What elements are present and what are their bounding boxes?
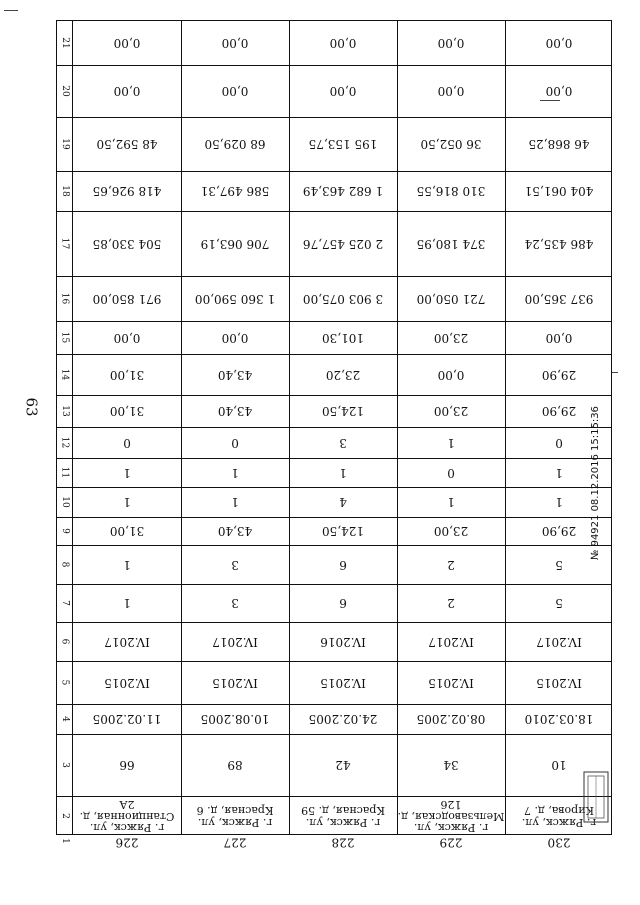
column-number: 1 bbox=[60, 838, 70, 844]
table-cell: 36 052,50 bbox=[420, 137, 482, 152]
table-cell: 404 061,51 bbox=[524, 184, 594, 199]
table-cell: 310 816,55 bbox=[416, 184, 486, 199]
column-number: 9 bbox=[60, 528, 70, 534]
table-cell: 229 bbox=[439, 835, 463, 850]
table-cell: IV.2017 bbox=[212, 634, 258, 649]
table-cell: 4 bbox=[339, 495, 347, 510]
table-cell: 1 bbox=[231, 465, 239, 480]
table-cell: 0,00 bbox=[437, 367, 465, 382]
table-cell: 124,50 bbox=[322, 524, 364, 539]
table-cell: 0,00 bbox=[221, 36, 249, 51]
table-cell: 23,20 bbox=[325, 367, 361, 382]
table-cell: IV.2015 bbox=[104, 675, 150, 690]
table-cell: 34 bbox=[443, 758, 459, 773]
column-number: 2 bbox=[60, 813, 70, 819]
table-cell: 10.08.2005 bbox=[200, 712, 270, 727]
table-cell: 1 bbox=[447, 495, 455, 510]
table-cell: 43,40 bbox=[217, 524, 253, 539]
table-cell: 5 bbox=[555, 596, 563, 611]
table-cell: 0,00 bbox=[545, 36, 573, 51]
table-cell: 29,90 bbox=[541, 367, 577, 382]
table-cell: 31,00 bbox=[109, 367, 145, 382]
column-number: 21 bbox=[60, 37, 70, 49]
table-cell: 43,40 bbox=[217, 367, 253, 382]
table-cell: 1 bbox=[123, 495, 131, 510]
table-cell: 0 bbox=[231, 435, 239, 450]
scan-mark bbox=[4, 10, 18, 11]
table-cell: 0,00 bbox=[113, 36, 141, 51]
table-cell: 1 bbox=[555, 495, 563, 510]
table-cell: 227 bbox=[223, 835, 247, 850]
column-number: 13 bbox=[60, 405, 70, 417]
table-cell: 18.03.2010 bbox=[524, 712, 594, 727]
table-cell: 504 330,85 bbox=[92, 236, 162, 251]
table-cell: 0,00 bbox=[113, 84, 141, 99]
column-number: 7 bbox=[60, 600, 70, 606]
column-number: 18 bbox=[60, 185, 70, 197]
table-cell: 3 bbox=[231, 557, 239, 572]
column-number: 6 bbox=[60, 638, 70, 645]
column-number: 12 bbox=[60, 436, 70, 449]
table-cell: 230 bbox=[547, 835, 571, 850]
table-cell: 101,30 bbox=[322, 330, 364, 345]
table-cell: 0 bbox=[555, 435, 563, 450]
table-cell: 23,00 bbox=[433, 330, 469, 345]
table-cell: 11.02.2005 bbox=[92, 712, 162, 727]
table-cell: 228 bbox=[331, 835, 355, 850]
table-cell: 31,00 bbox=[109, 404, 145, 419]
table-cell: IV.2017 bbox=[428, 634, 474, 649]
column-number: 20 bbox=[60, 85, 70, 97]
table-cell: 0,00 bbox=[113, 330, 141, 345]
table-cell: IV.2015 bbox=[320, 675, 366, 690]
table-cell: 29,90 bbox=[541, 404, 577, 419]
column-number: 3 bbox=[60, 762, 70, 768]
table-cell: 3 bbox=[339, 435, 347, 450]
table-cell: 486 435,24 bbox=[524, 236, 594, 251]
column-number: 16 bbox=[60, 292, 70, 305]
table-cell: г. Ряжск, ул. Красная, д. 59 bbox=[301, 804, 385, 829]
table-cell: 89 bbox=[227, 758, 243, 773]
table-cell: IV.2015 bbox=[428, 675, 474, 690]
table-cell: г. Ряжск, ул. Красная, д. 6 bbox=[196, 804, 274, 829]
table-cell: 0,00 bbox=[545, 84, 573, 99]
column-number: 11 bbox=[60, 466, 70, 479]
table-cell: 23,00 bbox=[433, 524, 469, 539]
table-cell: 10 bbox=[551, 758, 567, 773]
column-number: 17 bbox=[60, 237, 70, 250]
column-number: 15 bbox=[60, 331, 70, 344]
table-cell: 0,00 bbox=[437, 36, 465, 51]
table-cell: 706 063,19 bbox=[200, 236, 270, 251]
table-cell: 24.02.2005 bbox=[308, 712, 378, 727]
table-cell: 43,40 bbox=[217, 404, 253, 419]
table-cell: г. Ряжск, ул. Кирова, д. 7 bbox=[521, 804, 597, 829]
table-cell: 2 bbox=[447, 557, 455, 572]
table-cell: 3 903 075,00 bbox=[302, 291, 384, 306]
table-cell: 195 153,75 bbox=[308, 137, 378, 152]
table-cell: 0,00 bbox=[545, 330, 573, 345]
table-cell: 1 bbox=[555, 465, 563, 480]
table-cell: IV.2015 bbox=[212, 675, 258, 690]
table-cell: 721 050,00 bbox=[416, 291, 486, 306]
table-cell: 0,00 bbox=[329, 84, 357, 99]
table-cell: 1 360 590,00 bbox=[194, 291, 276, 306]
table-cell: 46 868,25 bbox=[528, 137, 590, 152]
table-cell: 23,00 bbox=[433, 404, 469, 419]
page-number: 63 bbox=[22, 397, 41, 417]
seal-icon bbox=[582, 770, 610, 824]
column-number: 19 bbox=[60, 138, 70, 150]
table-cell: 6 bbox=[339, 557, 347, 572]
table-cell: 2 bbox=[447, 596, 455, 611]
table-cell: 226 bbox=[115, 835, 139, 850]
table-cell: 971 850,00 bbox=[92, 291, 162, 306]
table-cell: 42 bbox=[335, 758, 351, 773]
table-cell: IV.2017 bbox=[104, 634, 150, 649]
table-cell: 1 bbox=[447, 435, 455, 450]
column-number: 4 bbox=[60, 716, 70, 722]
table-cell: 1 bbox=[339, 465, 347, 480]
table-cell: 0 bbox=[123, 435, 131, 450]
table-cell: 124,50 bbox=[322, 404, 364, 419]
table-cell: IV.2015 bbox=[536, 675, 582, 690]
table-cell: 1 bbox=[123, 557, 131, 572]
table-cell: IV.2016 bbox=[320, 634, 366, 649]
table-cell: 2 025 457,76 bbox=[302, 236, 384, 251]
table-cell: IV.2017 bbox=[536, 634, 582, 649]
table-cell: 937 365,00 bbox=[524, 291, 594, 306]
table-cell: г. Ряжск, ул. Станционная, д. 2А bbox=[79, 798, 175, 835]
scan-mark bbox=[612, 372, 618, 373]
scan-mark bbox=[540, 100, 560, 101]
registration-stamp: № 94921 08.12.2016 15:15:36 bbox=[590, 406, 601, 560]
table-cell: 1 bbox=[123, 596, 131, 611]
column-number: 14 bbox=[60, 368, 70, 381]
column-number: 8 bbox=[60, 561, 70, 568]
table-cell: 5 bbox=[555, 557, 563, 572]
table-cell: 1 bbox=[231, 495, 239, 510]
table-cell: 6 bbox=[339, 596, 347, 611]
table-cell: 68 029,50 bbox=[204, 137, 266, 152]
table-cell: 374 180,95 bbox=[416, 236, 486, 251]
table-cell: 0,00 bbox=[329, 36, 357, 51]
table-cell: 418 926,65 bbox=[92, 184, 162, 199]
table-cell: 08.02.2005 bbox=[416, 712, 486, 727]
table-cell: 0,00 bbox=[221, 330, 249, 345]
table-cell: 0 bbox=[447, 465, 455, 480]
column-number: 10 bbox=[60, 496, 70, 508]
column-number: 5 bbox=[60, 679, 70, 686]
table-cell: 29,90 bbox=[541, 524, 577, 539]
table-cell: 48 592,50 bbox=[96, 137, 158, 152]
table-cell: 1 bbox=[123, 465, 131, 480]
table-cell: 0,00 bbox=[437, 84, 465, 99]
table-cell: 3 bbox=[231, 596, 239, 611]
table-cell: 66 bbox=[119, 758, 135, 773]
data-table bbox=[56, 20, 612, 850]
table-cell: г. Ряжск, ул. Мельзаводская, д. 126 bbox=[397, 798, 505, 835]
table-cell: 1 682 463,49 bbox=[302, 184, 384, 199]
table-cell: 586 497,31 bbox=[200, 184, 270, 199]
table-cell: 31,00 bbox=[109, 524, 145, 539]
table-cell: 0,00 bbox=[221, 84, 249, 99]
